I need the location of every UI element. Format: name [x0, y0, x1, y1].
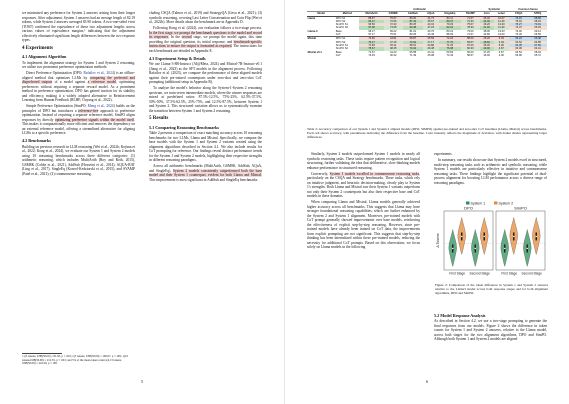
value-cell: 73.30 [515, 33, 522, 37]
value-cell: 68.24 [528, 20, 547, 23]
value-cell: 74.37 [509, 26, 528, 29]
value-cell: 3.33 [494, 41, 509, 44]
violin-median [513, 236, 514, 237]
value-cell: 25.59 [423, 37, 439, 41]
value-cell: 41.73 [423, 16, 439, 20]
arithmetic-results-paragraph: Across all arithmetic benchmarks (MultiArith, GSM8K, AddSub, AQuA, and SingleEq), System 2 models consistently outperformed both the base model and their System 1 counterpart, evident for both Llama and Mistral. This improvement is most significant in AddSub and SingleEq benchmarks. [149, 164, 262, 182]
value-cell: 76.17 [359, 41, 383, 44]
value-cell: 75.51 [389, 33, 397, 37]
value-cell: 46.32 [389, 53, 397, 57]
violin-median [536, 236, 537, 237]
group-header: Common Sense [509, 8, 547, 12]
value-cell: 74.68 [384, 26, 403, 29]
legend-swatch [494, 202, 498, 205]
panel-title: DPO [464, 205, 473, 211]
value-cell: 12.00 [498, 33, 505, 37]
value-cell: 44.80 [483, 33, 490, 37]
value-cell: 70.57 [384, 16, 403, 20]
method-cell: CoT [335, 33, 341, 37]
value-cell: 72.50 [359, 37, 383, 41]
value-cell: 60.33 [461, 47, 480, 50]
response-analysis-paragraph: As described in Section 4.2, we use a two-stage prompting to generate the final responses from our models. Figure 2 shows the difference in token counts for System 1 and System 2 answers, relative to the Llama model, across both stages for the two alignment algorithms, DPO and SimPO. Although both System 1 and System 2 models are aligned [434, 319, 547, 341]
value-cell: 58.00 [461, 37, 480, 41]
value-cell: 74.33 [461, 20, 480, 23]
x-tick-label: First Stage [449, 271, 466, 276]
table-row [307, 54, 547, 57]
value-cell: 58.67 [467, 53, 474, 57]
section-4-1-heading: 4.1 Alignment Algorithm [22, 54, 67, 59]
group-header: Arithmetic [359, 8, 479, 12]
alignment-intro-paragraph: To implement the alignment strategy for System 1 and System 2 reasoning, we utilize two prominent preference optimization methods: [22, 60, 135, 69]
model-cell: Llama-3 [307, 29, 318, 33]
method-cell: DPO S1 [335, 16, 359, 20]
value-cell: 74.94 [403, 47, 423, 50]
citation-link[interactable]: Meng et al., 2024 [87, 104, 114, 108]
value-cell: 75.67 [359, 47, 383, 50]
value-cell: 79.33 [439, 23, 461, 26]
method-cell: SimPO S1 [335, 43, 348, 47]
value-cell: 43.31 [423, 23, 439, 26]
dpo-paragraph: Direct Preference Optimization (DPO; Rafailov et al., 2024) is an offline-aligned method that optimizes LLMs by comparing the preferred and dispreferred outputs of a model against a reference model, optimizing preferences without requiring a separate reward model. As a prominent method in preference optimization, DPO has gained traction for its stability and efficiency, making it a widely adopted alternative to Reinforcement Learning from Human Feedback (RLHF; Ouyang et al., 2022). [22, 71, 135, 102]
value-cell: 75.27 [509, 23, 528, 26]
right-column-2-lower [434, 310, 547, 343]
value-cell: 69.22 [389, 29, 397, 33]
section-5-2-heading: 5.2 Model Response Analysis [434, 312, 486, 318]
value-cell: 13.20 [494, 23, 509, 26]
value-cell: 6.67 [498, 50, 504, 54]
value-cell: 90.38 [403, 26, 423, 29]
violin-median [452, 248, 453, 249]
value-cell: 11.33 [494, 20, 509, 23]
legend-label: System 1 [470, 201, 486, 206]
experiments-word: experiments. [434, 152, 453, 156]
value-cell: 67.69 [528, 44, 547, 47]
value-cell: 71.67 [467, 33, 474, 37]
column-header: Model [307, 12, 335, 16]
method-cell: DPO S2 [335, 19, 346, 23]
value-cell: 89.37 [439, 20, 461, 23]
value-cell: 68.61 [403, 44, 423, 47]
method-cell: Base [335, 29, 342, 33]
results-paragraph: Table 2 presents a comparison of exact matching accuracy across 10 reasoning benchmarks for two LLMs, Llama and Mistral. Specifically, we compare the base models with the System 1 and System 2 variants created using the alignment algorithms described in Section 4.1. We also include results for CoT prompting for reference. Our findings reveal distinct performance trends for the System 1 and System 2 models, highlighting their respective strengths in different reasoning paradigms. [149, 131, 263, 162]
value-cell: 59.67 [461, 41, 480, 44]
value-cell: 46.40 [480, 16, 494, 20]
value-cell: 96.50 [359, 23, 383, 26]
figure-caption: Figure 2: Comparison of the token difference in System 1 and System 2 answers relative to the Llama3 model across both response stages and for both alignment algorithms, DPO and SimPO. [435, 283, 548, 296]
value-cell: 74.97 [509, 16, 528, 20]
value-cell: 75.67 [461, 23, 480, 26]
method-cell: SimPO S2 [335, 26, 348, 30]
value-cell: 73.92 [403, 41, 423, 44]
model-cell: Mistral [307, 37, 335, 41]
value-cell: 92.91 [439, 26, 461, 29]
violin-median [461, 236, 462, 237]
value-cell: 71.67 [461, 16, 480, 20]
benchmarks-continued-paragraph: cluding CSQA (Talmor et al., 2019) and StrategyQA (Geva et al., 2021); (3) symbolic reasoning, covering Last Letter Concatenation and Coin Flip (Wei et al., 2022b). More details about the benchmark are in Appendix D. [149, 11, 262, 24]
value-cell: 83.11 [439, 16, 461, 20]
value-cell: 4.00 [498, 53, 504, 57]
right-column-1 [307, 152, 420, 251]
value-cell: 49.00 [480, 47, 494, 50]
method-cell: Base [335, 50, 342, 54]
value-cell: 64.85 [528, 41, 547, 44]
value-cell: 72.33 [384, 23, 403, 26]
value-cell: 47.15 [384, 41, 403, 44]
column-header: SingleEq [439, 12, 461, 16]
value-cell: 63.96 [515, 53, 522, 57]
value-cell: 78.33 [461, 26, 480, 29]
page-right [285, 0, 569, 404]
value-cell: 65.72 [534, 53, 541, 57]
model-cell: Llama [307, 16, 335, 20]
method-cell: DPO S2 [335, 40, 346, 44]
value-cell: 75.91 [509, 20, 528, 23]
method-cell: DPO S1 [335, 37, 359, 41]
value-cell: 71.26 [439, 44, 461, 47]
value-cell: 66.38 [528, 37, 547, 41]
value-cell: 57.00 [461, 44, 480, 47]
results-table [307, 8, 547, 57]
column-header: Letter [494, 12, 509, 16]
legend-label: System 2 [498, 201, 514, 206]
page-left [0, 0, 284, 404]
method-cell: SimPO S1 [335, 23, 348, 27]
column-header: GSM8K [384, 12, 403, 16]
legend-swatch [466, 202, 470, 205]
value-cell: 88.67 [359, 16, 383, 20]
value-cell: 97.00 [359, 26, 383, 29]
value-cell: 48.60 [480, 41, 494, 44]
simpo-paragraph: Simple Preference Optimization (SimPO; Meng et al., 2024) builds on the principles of DPO but introduces a reference-free approach to preference optimization. Instead of requiring a separate reference model, SimPO aligns responses by directly optimizing preference signals within the model itself. This makes it computationally more efficient and removes the dependency on an external reference model, offering a streamlined alternative for aligning LLMs to a specific preference. [22, 104, 135, 135]
value-cell: 64.62 [509, 41, 528, 44]
value-cell: 46.00 [483, 53, 490, 57]
commonsense-paragraph: Conversely, System 1 models excelled in commonsense reasoning tasks, particularly on the CSQA and Strategy benchmarks. These tasks, which rely on intuitive judgment, and heuristic decision-making, clearly play to System 1's strengths. Both Llama and Mistral saw their System 1 variants outperform not only their System 2 counterparts but also their respective base and CoT models in these domains. [307, 171, 420, 198]
column-header: AddSub [403, 12, 423, 16]
value-cell: 87.34 [403, 20, 423, 23]
value-cell: 27.17 [423, 41, 439, 44]
value-cell: 72.24 [439, 37, 461, 41]
value-cell: 47.20 [483, 50, 490, 54]
column-header: AQuA [423, 12, 439, 16]
symbolic-paragraph: Similarly, System 2 models outperformed System 1 models in nearly all symbolic reasoning tasks. These tasks require pattern recognition and logical structuring, further validating the idea that deliberative, slow-thinking models enhance performance in structured reasoning. [307, 152, 420, 170]
section-5-heading: 5 Results [149, 116, 169, 121]
value-cell: 68.68 [528, 16, 547, 20]
method-cell: CoT [335, 53, 341, 57]
value-cell: 45.11 [384, 44, 403, 47]
column-header: Coin [480, 12, 494, 16]
section-4-heading: 4 Experiments [22, 45, 53, 51]
citation-link[interactable]: Rafailov et al., 2024 [83, 71, 114, 75]
value-cell: 69.87 [403, 37, 423, 41]
model-cell: Mistral-v0.1 [307, 50, 322, 54]
value-cell: 11.33 [494, 26, 509, 29]
value-cell: 10.67 [494, 16, 509, 20]
value-cell: 24.41 [427, 50, 435, 54]
violin-median [484, 236, 485, 237]
value-cell: 45.67 [423, 20, 439, 23]
value-cell: 73.43 [446, 53, 454, 57]
section-4-3-heading: 4.3 Experiment Setup & Details [149, 55, 206, 61]
left-column-2 [149, 11, 262, 184]
value-cell: 63.23 [509, 37, 528, 41]
value-cell: 48.00 [483, 29, 490, 33]
right-column-2 [434, 152, 547, 187]
value-cell: 72.66 [384, 20, 403, 23]
value-cell: 80.31 [446, 29, 454, 33]
footnote: ¹ ε(3 tokens, 0.88(50.00) = 81.92, p < .001; ε(5 tokens, 0.88(50.00) = 100.67, p < .001; ε(10 tokens,0.88(50.00) = 212.35, p < .001; and 5% of the mean token count ε(4.13 tokens, 0.88(50.00) = 222.20, p < .001 [22, 354, 129, 366]
value-cell: 71.83 [359, 44, 383, 47]
violin-median [475, 248, 476, 249]
value-cell: 5.33 [494, 37, 509, 41]
value-cell: 80.25 [403, 23, 423, 26]
value-cell: 44.49 [427, 33, 435, 37]
left-column-1 [22, 11, 135, 178]
column-header: SVAMP [461, 12, 480, 16]
model-cell [307, 54, 335, 57]
value-cell: 66.58 [409, 50, 417, 54]
value-cell: 41.40 [480, 26, 494, 29]
value-cell: 6.00 [494, 44, 509, 47]
value-cell: 74.33 [368, 53, 375, 57]
summary-paragraph: In summary, our results showcase that System 2 models excel in structured, multi-step reasoning tasks such as arithmetic and symbolic reasoning, while System 1 models are particularly effective in intuitive and commonsense reasoning tasks. These findings highlight the significant potential of dual-process alignment for boosting LLM performance across a diverse range of reasoning paradigms. [434, 158, 547, 185]
benchmarks-paragraph: Building on previous research in LLM reasoning (Wei et al., 2022b; Kojima et al., 2022; Kong et al., 2024), we evaluate our System 1 and System 2 models using 10 reasoning benchmarks across three different categories: (1) arithmetic reasoning, which includes MultiArith (Roy and Roth, 2015), GSM8K (Cobbe et al., 2021), AddSub (Hosseini et al., 2014), AQUA-RAT (Ling et al., 2017), SingleEq (Koncel-Kedziorski et al., 2015), and SVAMP (Patel et al., 2021); (2) commonsense reasoning, [22, 144, 135, 176]
value-cell: 44.20 [389, 50, 397, 54]
violin-median [504, 248, 505, 249]
value-cell: 44.81 [384, 37, 403, 41]
value-cell: 69.69 [446, 50, 454, 54]
value-cell: 25.98 [427, 53, 435, 57]
value-cell: 64.41 [528, 47, 547, 50]
value-cell: 48.45 [384, 47, 403, 50]
column-header: CSQA [509, 12, 528, 16]
value-cell: 71.67 [368, 50, 375, 54]
value-cell: 4.67 [494, 47, 509, 50]
evaluation-paragraph: Following Kong et al. (2024), our evaluation follows a two-stage process. In the first stage, we prompt the benchmark questions to the model and record its responses. In the second stage, we prompt the model again, this time providing the original question, its initial response, and benchmark-specific instructions to ensure the output is formatted as required. The instructions for each benchmark are detailed in Appendix E. [149, 26, 262, 53]
value-cell: 80.00 [403, 16, 423, 20]
page-number: 5 [140, 379, 144, 384]
value-cell: 66.59 [534, 33, 541, 37]
column-header: Method [335, 12, 359, 16]
value-cell: 69.14 [534, 29, 541, 33]
value-cell: 63.06 [509, 47, 528, 50]
value-cell: 76.38 [439, 47, 461, 50]
value-cell: 66.33 [528, 26, 547, 29]
spectrum-paragraph: To analyze the model's behavior along the System-1-System 2 reasoning spectrum, we train seven intermediate models, where the winner responses are mixed at predefined ratios: 87.5%-12.5%, 75%-25%, 62.5%-37.5%, 50%-50%, 37.5%-62.5%, 25%-75%, and 12.5%-87.5%, between System 1 and System 2. This structured variation allows us to systematically examine the transition between System 1 and System 2 reasoning. [149, 86, 262, 113]
value-cell: 70.91 [528, 23, 547, 26]
value-cell: 80.25 [409, 33, 417, 37]
token-difference-violin-figure [435, 200, 548, 282]
value-cell: 81.01 [409, 29, 417, 33]
value-cell: 56.00 [467, 50, 474, 54]
value-cell: 97.17 [368, 33, 375, 37]
section-4-2-heading: 4.2 Benchmarks [22, 138, 51, 143]
value-cell: 74.02 [515, 29, 522, 33]
value-cell: 43.70 [427, 29, 435, 33]
setup-paragraph: We use Llama-3-8B-Instruct (AI@Meta, 2024) and Mistral-7B-Instruct-v0.1 (Jiang et al., 2023) as the SFT models in the alignment process. Following Rafailov et al. (2023), we compare the performance of these aligned models against their pre-trained counterparts under zero-shot and zero-shot CoT prompting (additional setup in Appendix B). [149, 62, 262, 84]
value-cell: 13.33 [498, 29, 505, 33]
intro-paragraph: we minimized any preference for System 2 answers arising from their longer responses. After adjustment, System 1 answers had an average length of 82.19 tokens, while System 2 answers averaged 83.90 tokens. A two-one-sided t-test (TOST) confirmed the equivalence of these two adjustment lengths across various values of equivalence margins,¹ indicating that the adjustment effectively eliminated significant length differences between the two response types. [22, 11, 135, 42]
table-caption: Table 2: Accuracy comparison of our System 1 and System 2 aligned models (DPO, SIMPO) against pre-trained and zero-shot CoT baselines (Llama, Mistral) across benchmarks. Each cell shows accuracy, with parentheses indicating the difference from the baseline. Color intensity reflects the magnitude of deviation, with darker shades representing larger differences. [307, 127, 547, 140]
value-cell: 77.76 [439, 41, 461, 44]
page-number: 6 [425, 379, 429, 384]
violin-median [527, 248, 528, 249]
value-cell: 46.40 [480, 44, 494, 47]
value-cell: 71.39 [409, 53, 417, 57]
panel-title: SimPO [514, 205, 527, 211]
value-cell: 46.20 [480, 23, 494, 26]
value-cell: 94.17 [359, 20, 383, 23]
value-cell: 26.38 [423, 47, 439, 50]
column-header: STRQ [528, 12, 547, 16]
value-cell: 73.00 [467, 29, 474, 33]
y-axis-label: Δ Tokens [436, 233, 440, 248]
value-cell: 44.00 [480, 20, 494, 23]
x-tick-label: Second Stage [521, 271, 542, 276]
value-cell: 47.24 [423, 26, 439, 29]
value-cell: 64.54 [515, 50, 522, 54]
column-header: MultiArith [359, 12, 383, 16]
value-cell: 64.05 [509, 44, 528, 47]
x-tick-label: First Stage [501, 271, 518, 276]
comparison-paragraph: When comparing Llama and Mistral, Llama models generally achieved higher accuracy across all benchmarks. This suggests that Llama may have stronger foundational reasoning capabilities, which are further enhanced by the System 2 and System 1 alignment. Moreover, pre-trained models with CoT prompt generally showed improvements over base models, reinforcing the effectiveness of explicit step-by-step reasoning. However, since pre-trained models have already been trained on CoT data, the improvements from explicit prompting are not significant. This suggests that step-by-step thinking has been internalized within these pre-trained models, reducing the necessity for additional CoT prompts. Based on this observation, we focus solely on Llama models in the following [307, 200, 420, 249]
group-header: Symbolic [480, 8, 509, 12]
value-cell: 24.80 [423, 44, 439, 47]
section-5-1-heading: 5.1 Comparing Reasoning Benchmarks [149, 124, 220, 130]
method-cell: SimPO S2 [335, 47, 348, 51]
x-tick-label: Second Stage [469, 271, 490, 276]
value-cell: 68.04 [534, 50, 541, 54]
value-cell: 88.39 [446, 33, 454, 37]
value-cell: 45.20 [480, 37, 494, 41]
value-cell: 96.17 [368, 29, 375, 33]
